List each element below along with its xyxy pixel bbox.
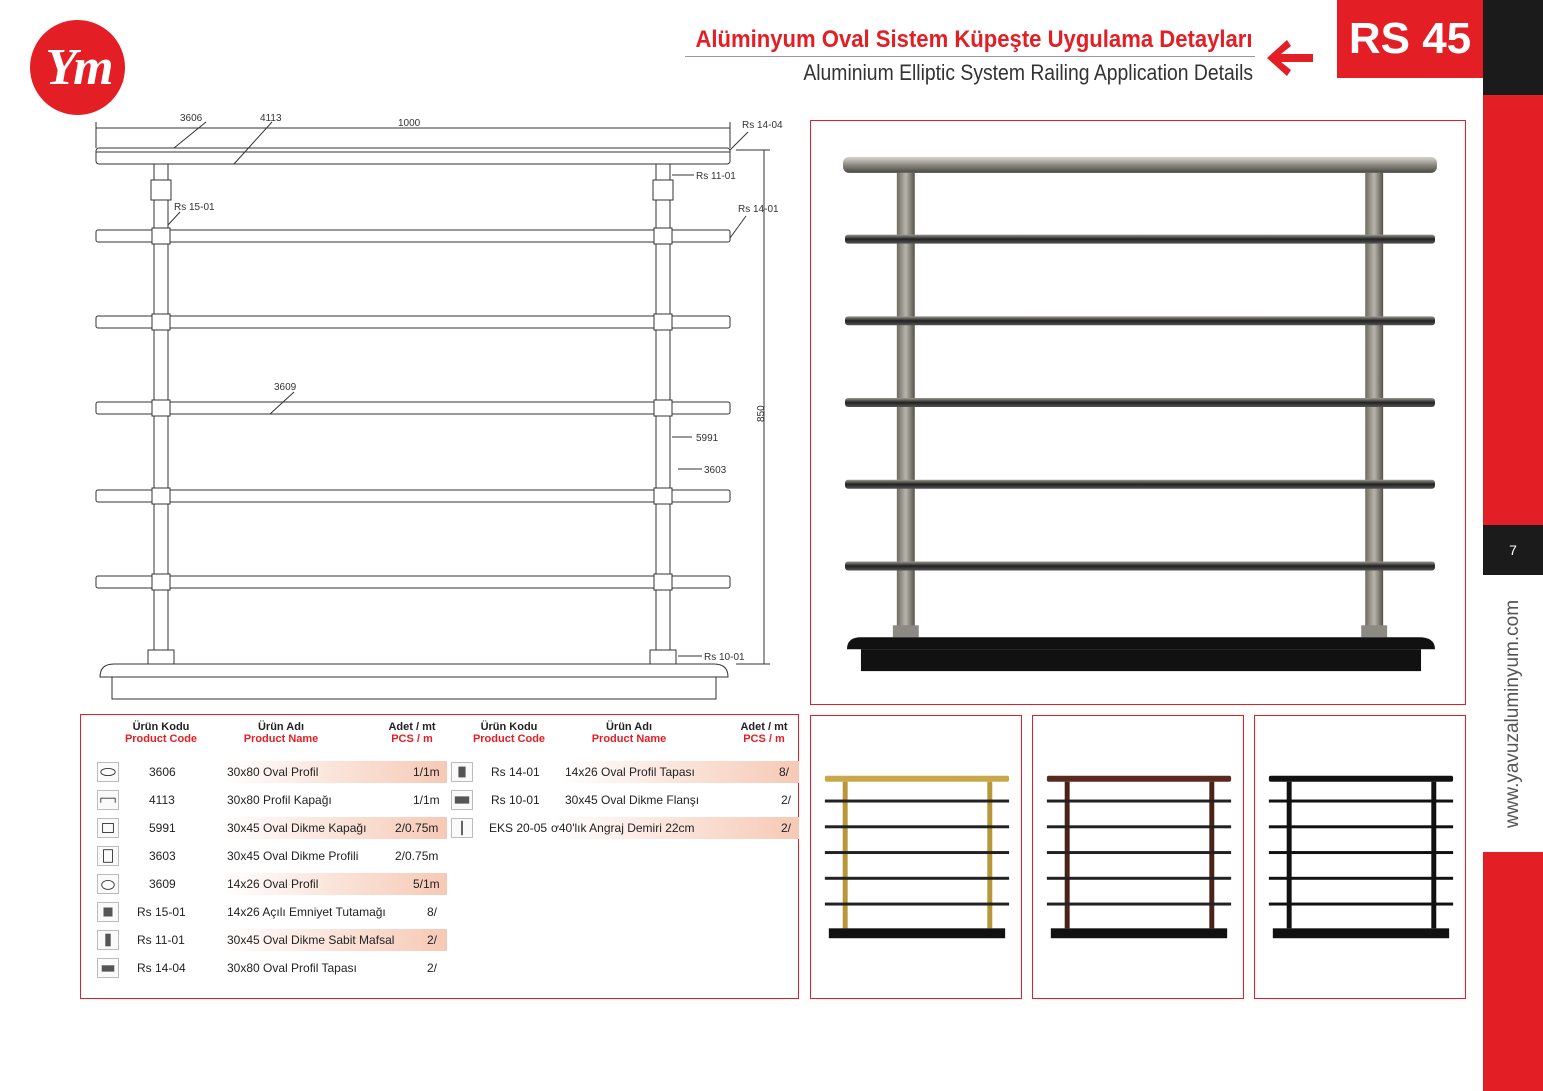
title-divider xyxy=(685,56,1255,57)
website-url[interactable]: www.yavuzaluminyum.com xyxy=(1502,599,1523,829)
label-3609: 3609 xyxy=(274,382,297,393)
table-row: Rs 14-04 30x80 Oval Profil Tapası 2/ xyxy=(81,957,461,979)
model-badge: RS 45 xyxy=(1337,0,1483,78)
left-arrow-icon xyxy=(1265,38,1315,78)
post-cover-icon xyxy=(97,818,119,838)
parts-table xyxy=(80,714,799,999)
table-row: 3606 30x80 Oval Profil 1/1m xyxy=(81,761,461,783)
header-product-code: Ürün Kodu Product Code xyxy=(124,721,198,745)
fixed-joint-icon xyxy=(97,930,119,950)
railing-variant-brown xyxy=(1032,715,1244,999)
table-row: Rs 15-01 14x26 Açılı Emniyet Tutamağı 8/ xyxy=(81,901,461,923)
header-product-name-right: Ürün Adı Product Name xyxy=(591,721,667,745)
profile-cover-icon xyxy=(97,790,119,810)
header-product-code-right: Ürün Kodu Product Code xyxy=(472,721,546,745)
table-row: EKS 20-05 ơ40'lık Angraj Demiri 22cm 2/ xyxy=(451,817,799,839)
small-oval-profile-icon xyxy=(97,874,119,894)
small-plug-icon xyxy=(451,762,473,782)
dim-height: 850 xyxy=(756,405,767,422)
post-profile-icon xyxy=(97,846,119,866)
label-rs1001: Rs 10-01 xyxy=(704,652,745,663)
table-row: 3603 30x45 Oval Dikme Profili 2/0.75m xyxy=(81,845,461,867)
table-row: Rs 11-01 30x45 Oval Dikme Sabit Mafsal 2/ xyxy=(81,929,461,951)
header-qty-right: Adet / mt PCS / m xyxy=(740,721,788,745)
railing-variant-black xyxy=(1254,715,1466,999)
table-row: 3609 14x26 Oval Profil 5/1m xyxy=(81,873,461,895)
anchor-rod-icon xyxy=(451,818,473,838)
label-4113: 4113 xyxy=(260,113,282,124)
sidebar-black-block xyxy=(1483,0,1543,95)
page-title-tr: Alüminyum Oval Sistem Küpeşte Uygulama Detayları xyxy=(695,26,1253,53)
brand-logo: Ym xyxy=(30,20,125,115)
header-product-name: Ürün Adı Product Name xyxy=(243,721,319,745)
label-5991: 5991 xyxy=(696,433,719,444)
dim-width: 1000 xyxy=(398,118,421,129)
label-rs1404-top: Rs 14-04 xyxy=(742,120,783,131)
table-row: Rs 10-01 30x45 Oval Dikme Flanşı 2/ xyxy=(451,789,799,811)
sidebar-red-block-bottom xyxy=(1483,852,1543,1091)
technical-drawing xyxy=(88,110,800,710)
safety-holder-icon xyxy=(97,902,119,922)
railing-render-main xyxy=(810,120,1466,705)
label-rs1101: Rs 11-01 xyxy=(696,171,736,182)
label-rs1501: Rs 15-01 xyxy=(174,202,215,213)
page-number: 7 xyxy=(1483,525,1543,575)
header-qty: Adet / mt PCS / m xyxy=(388,721,436,745)
page-title-en: Aluminium Elliptic System Railing Application Details xyxy=(803,60,1253,85)
table-row: Rs 14-01 14x26 Oval Profil Tapası 8/ xyxy=(451,761,799,783)
label-rs1401: Rs 14-01 xyxy=(738,204,779,215)
profile-plug-icon xyxy=(97,958,119,978)
label-3603: 3603 xyxy=(704,465,727,476)
label-3606: 3606 xyxy=(180,113,203,124)
sidebar-red-block xyxy=(1483,95,1543,525)
oval-profile-icon xyxy=(97,762,119,782)
post-flange-icon xyxy=(451,790,473,810)
table-row: 5991 30x45 Oval Dikme Kapağı 2/0.75m xyxy=(81,817,461,839)
table-row: 4113 30x80 Profil Kapağı 1/1m xyxy=(81,789,461,811)
railing-variant-gold xyxy=(810,715,1022,999)
